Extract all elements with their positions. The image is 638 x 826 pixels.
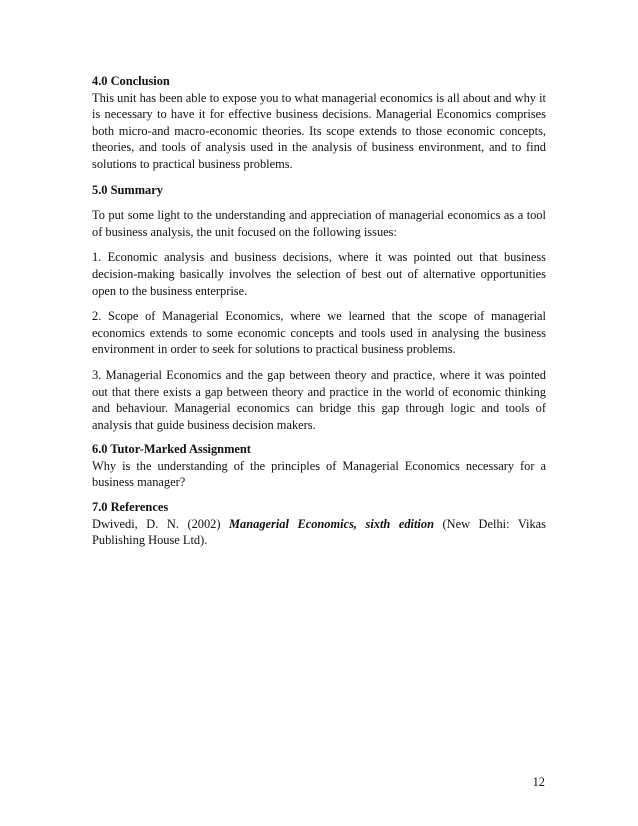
reference-title: Managerial Economics, sixth edition xyxy=(229,516,434,531)
summary-item-3: 3. Managerial Economics and the gap between theory and practice, where it was pointed out that there exists a gap between theory and practice in the world of economic thinking and behaviour. Managerial economics can bridge this gap through logic and tools of analysis that guide business decision makers. xyxy=(92,367,546,432)
conclusion-heading: 4.0 Conclusion xyxy=(92,74,170,88)
references-heading: 7.0 References xyxy=(92,500,169,515)
assignment-paragraph: Why is the understanding of the principles of Managerial Economics necessary for a business manager? xyxy=(92,458,546,490)
page-content xyxy=(92,73,546,549)
page-number: 12 xyxy=(532,775,545,789)
reference-publisher: (New Delhi: Vikas Publishing House Ltd). xyxy=(92,516,546,548)
conclusion-paragraph: This unit has been able to expose you to what managerial economics is all about and why it is necessary to have it for effective business decisions. Managerial Economics comprises both micro-and macro-economic theories. Its scope extends to those economic concepts, theories, and tools of analysis used in the analysis of business environment, and to find solutions to practical business problems. xyxy=(92,90,546,171)
summary-heading: 5.0 Summary xyxy=(92,182,163,197)
summary-item-1: 1. Economic analysis and business decisions, where it was pointed out that business decision-making basically involves the selection of best out of alternative opportunities open to the business enterprise. xyxy=(92,250,546,298)
reference-author: Dwivedi, D. N. (2002) xyxy=(92,516,230,531)
summary-item-2: 2. Scope of Managerial Economics, where we learned that the scope of managerial economics extends to some economic concepts and tools used in analysing the business environment in order to seek for solutions to practical business problems. xyxy=(92,309,546,357)
assignment-heading: 6.0 Tutor-Marked Assignment xyxy=(92,442,251,457)
summary-intro-paragraph: To put some light to the understanding and appreciation of managerial economics as a tool of business analysis, the unit focused on the following issues: xyxy=(92,208,546,239)
reference-entry xyxy=(92,516,546,549)
